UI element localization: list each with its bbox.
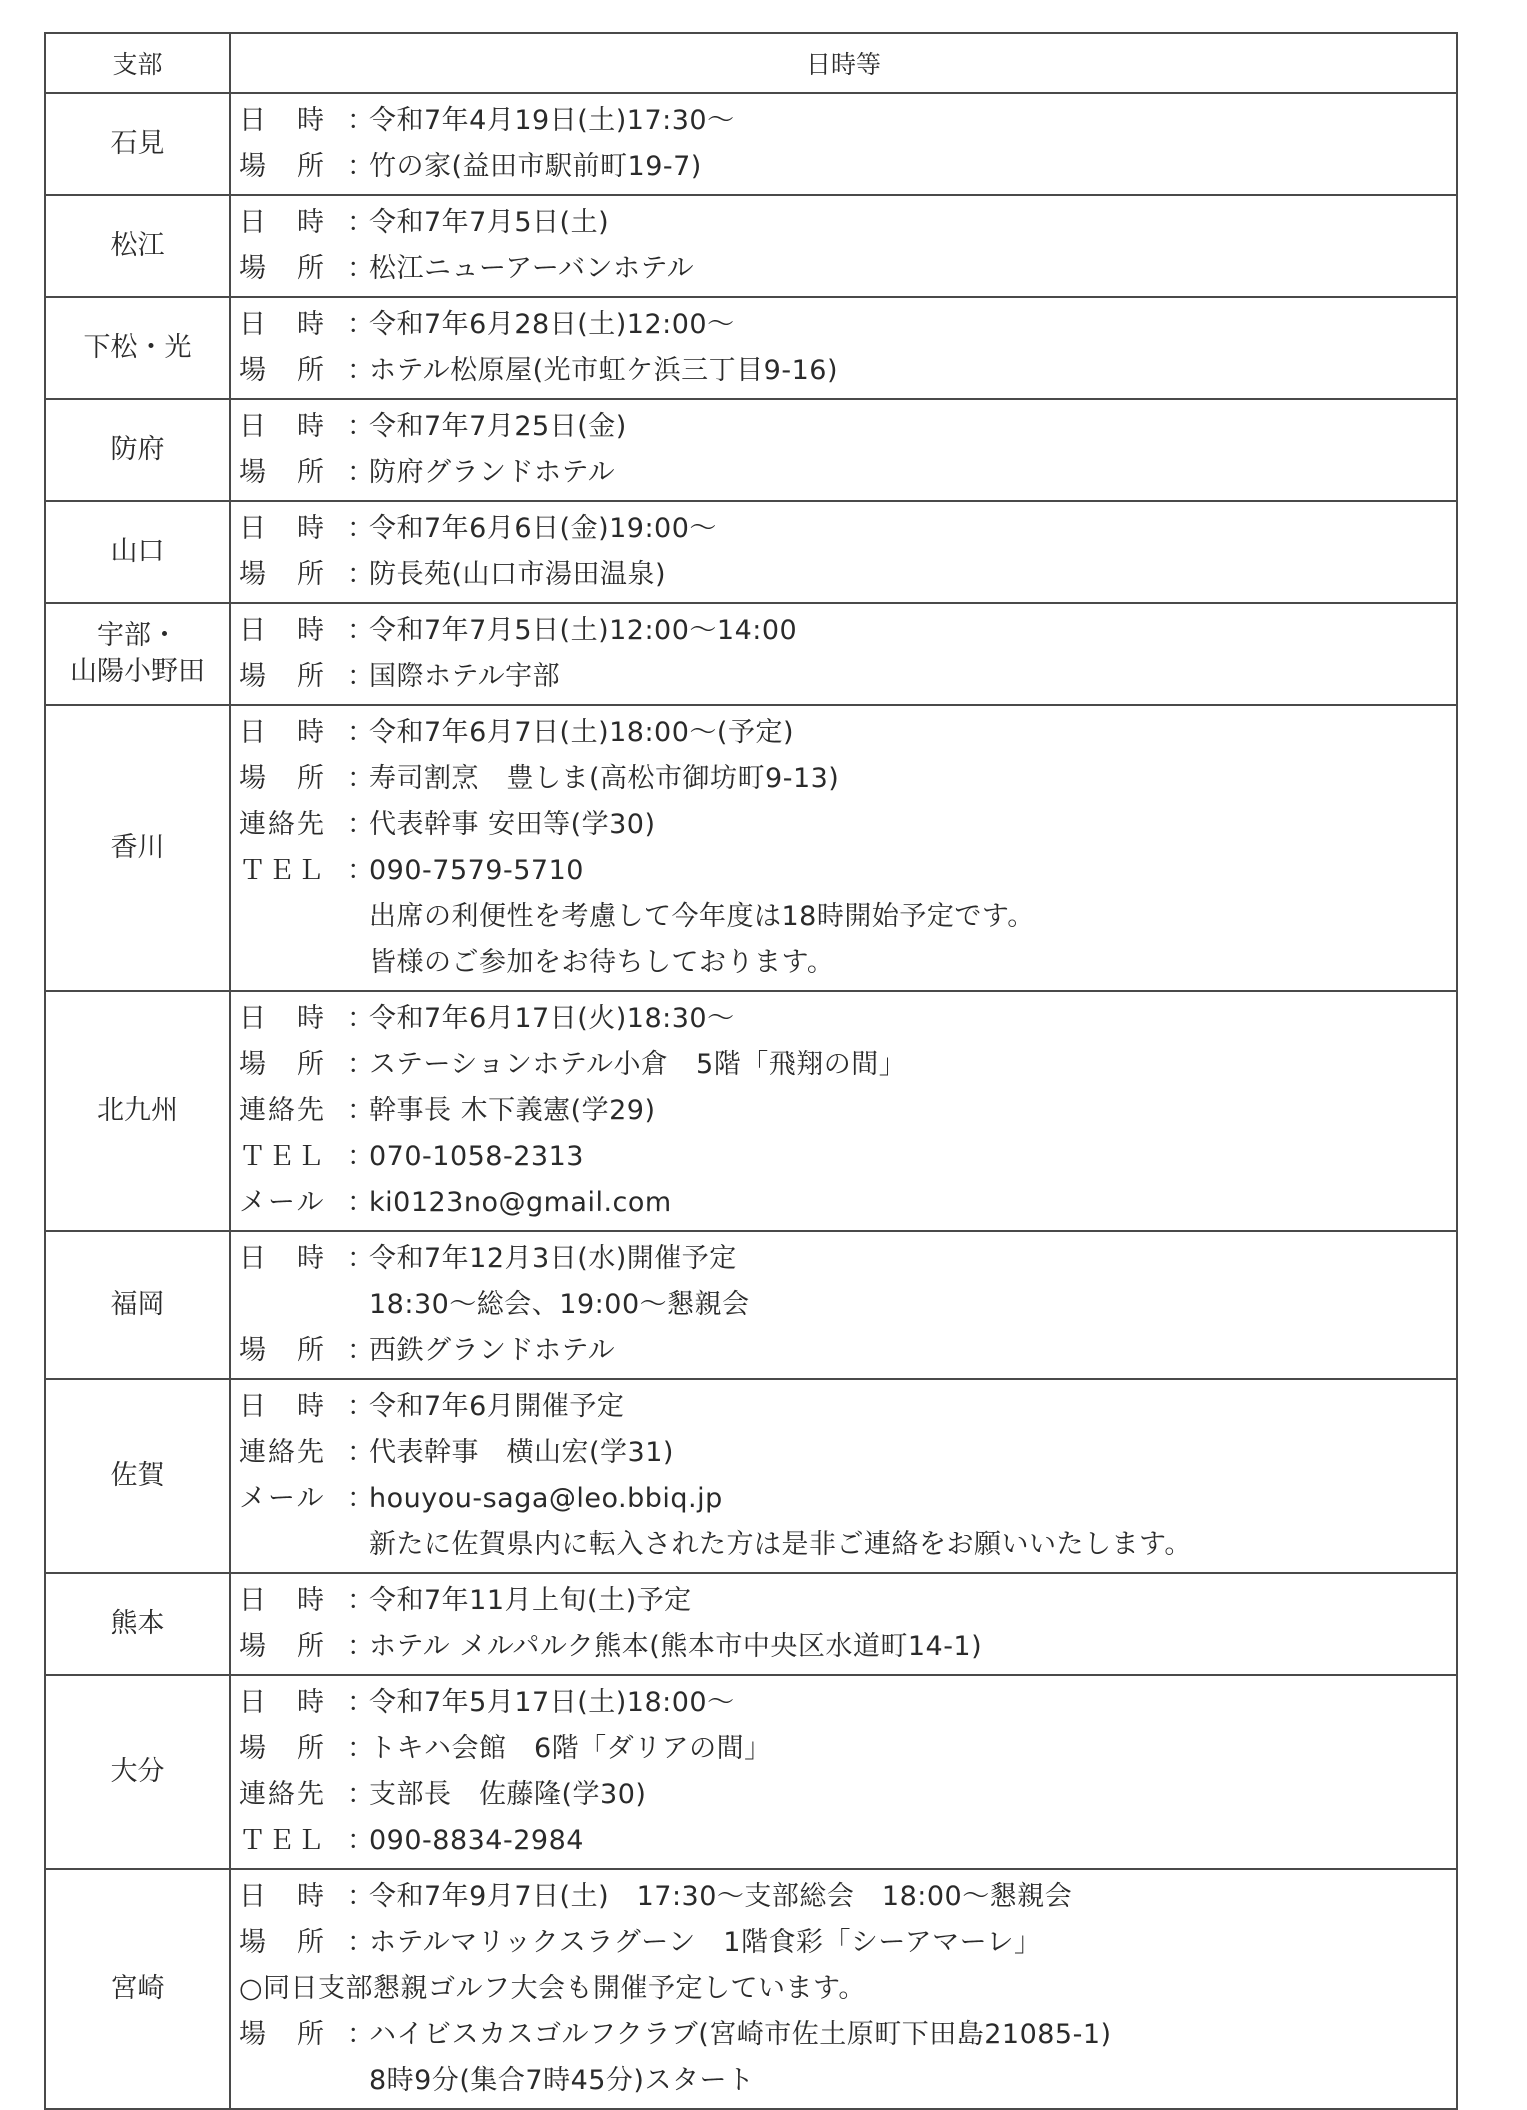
field-value: 竹の家(益田市駅前町19-7) xyxy=(369,151,702,182)
branch-details xyxy=(230,93,1457,195)
branch-name xyxy=(45,1869,230,2109)
branch-name-line: 北九州 xyxy=(97,1095,178,1126)
branch-details xyxy=(230,1675,1457,1869)
table-row xyxy=(45,1869,1457,2109)
branch-details xyxy=(230,501,1457,603)
detail-line xyxy=(239,1134,1456,1180)
field-label: ＴＥＬ xyxy=(239,1825,326,1856)
table-row xyxy=(45,399,1457,501)
field-colon: ： xyxy=(347,151,375,182)
detail-line xyxy=(239,404,1456,450)
branch-details xyxy=(230,991,1457,1231)
branch-name-line: 熊本 xyxy=(110,1608,165,1639)
field-colon: ： xyxy=(347,253,375,284)
field-colon: ： xyxy=(347,457,375,488)
field-value: 令和7年7月25日(金) xyxy=(369,411,627,442)
table-row xyxy=(45,501,1457,603)
branch-name xyxy=(45,501,230,603)
field-value: 090-7579-5710 xyxy=(369,855,584,886)
field-colon: ： xyxy=(347,411,375,442)
field-label: 日 時 xyxy=(239,1881,326,1912)
field-label: 日 時 xyxy=(239,411,326,442)
branch-name xyxy=(45,1573,230,1675)
detail-line xyxy=(239,1430,1456,1476)
field-label: 場 所 xyxy=(239,457,326,488)
field-value: ホテル松原屋(光市虹ケ浜三丁目9-16) xyxy=(369,355,838,386)
branch-name xyxy=(45,399,230,501)
field-colon: ： xyxy=(347,513,375,544)
field-value: ○同日支部懇親ゴルフ大会も開催予定しています。 xyxy=(239,1973,866,2004)
field-label: 場 所 xyxy=(239,559,326,590)
branch-name-line: 福岡 xyxy=(110,1289,165,1320)
field-value: トキハ会館 6階「ダリアの間」 xyxy=(369,1733,772,1764)
field-value: 国際ホテル宇部 xyxy=(369,661,561,692)
branch-details xyxy=(230,399,1457,501)
detail-line xyxy=(239,1578,1456,1624)
field-colon: ： xyxy=(347,207,375,238)
detail-line xyxy=(239,1966,1456,2012)
table-row xyxy=(45,603,1457,705)
field-colon: ： xyxy=(347,1825,375,1856)
field-label: ＴＥＬ xyxy=(239,855,326,886)
field-colon: ： xyxy=(347,1243,375,1274)
field-colon: ： xyxy=(347,1335,375,1366)
field-value: 新たに佐賀県内に転入された方は是非ご連絡をお願いいたします。 xyxy=(369,1529,1192,1560)
branch-name-line: 松江 xyxy=(110,230,165,261)
field-value: 令和7年6月開催予定 xyxy=(369,1391,625,1422)
field-value: 皆様のご参加をお待ちしております。 xyxy=(369,947,835,978)
field-colon: ： xyxy=(347,855,375,886)
field-value: 寿司割烹 豊しま(高松市御坊町9-13) xyxy=(369,763,840,794)
field-label: 日 時 xyxy=(239,513,326,544)
detail-line xyxy=(239,608,1456,654)
branch-details xyxy=(230,603,1457,705)
field-label: 場 所 xyxy=(239,1733,326,1764)
field-label: 日 時 xyxy=(239,105,326,136)
detail-line xyxy=(239,450,1456,496)
field-label: 日 時 xyxy=(239,1243,326,1274)
field-label: メール xyxy=(239,1187,326,1218)
field-colon: ： xyxy=(347,1585,375,1616)
field-value: 防府グランドホテル xyxy=(369,457,616,488)
detail-line xyxy=(239,1920,1456,1966)
field-value: ホテル メルパルク熊本(熊本市中央区水道町14-1) xyxy=(369,1631,983,1662)
branch-name-line: 山陽小野田 xyxy=(70,656,205,687)
detail-line xyxy=(239,1236,1456,1282)
field-label: 連絡先 xyxy=(239,1095,326,1126)
table-row xyxy=(45,1379,1457,1573)
detail-line xyxy=(239,200,1456,246)
detail-line xyxy=(239,848,1456,894)
table-row xyxy=(45,1231,1457,1379)
header-details: 日時等 xyxy=(230,33,1457,93)
branch-name xyxy=(45,297,230,399)
detail-line xyxy=(239,996,1456,1042)
field-colon: ： xyxy=(347,1095,375,1126)
field-label: 日 時 xyxy=(239,615,326,646)
field-colon: ： xyxy=(347,355,375,386)
branch-schedule-table xyxy=(44,32,1458,2110)
branch-details xyxy=(230,1869,1457,2109)
field-value: 18:30～総会、19:00～懇親会 xyxy=(369,1289,750,1320)
field-colon: ： xyxy=(347,1437,375,1468)
detail-line xyxy=(239,654,1456,700)
field-colon: ： xyxy=(347,559,375,590)
field-value: 西鉄グランドホテル xyxy=(369,1335,616,1366)
field-colon: ： xyxy=(347,1631,375,1662)
field-value: 令和7年6月17日(火)18:30～ xyxy=(369,1003,735,1034)
detail-line xyxy=(239,348,1456,394)
field-value: 令和7年6月7日(土)18:00～(予定) xyxy=(369,717,794,748)
field-label: 場 所 xyxy=(239,661,326,692)
branch-name-line: 下松・光 xyxy=(83,332,192,363)
table-row xyxy=(45,1573,1457,1675)
detail-line xyxy=(239,1328,1456,1374)
detail-line xyxy=(239,894,1456,940)
field-colon: ： xyxy=(347,1687,375,1718)
branch-details xyxy=(230,705,1457,991)
detail-line xyxy=(239,1624,1456,1670)
branch-details xyxy=(230,1231,1457,1379)
branch-name xyxy=(45,1231,230,1379)
field-colon: ： xyxy=(347,1927,375,1958)
field-label: ＴＥＬ xyxy=(239,1141,326,1172)
table-row xyxy=(45,297,1457,399)
detail-line xyxy=(239,1384,1456,1430)
detail-line xyxy=(239,1088,1456,1134)
field-value: 支部長 佐藤隆(学30) xyxy=(369,1779,647,1810)
field-value: 松江ニューアーバンホテル xyxy=(369,253,695,284)
field-colon: ： xyxy=(347,661,375,692)
detail-line xyxy=(239,246,1456,292)
table-row xyxy=(45,195,1457,297)
field-label: 日 時 xyxy=(239,1687,326,1718)
field-label: 日 時 xyxy=(239,1003,326,1034)
field-label: 連絡先 xyxy=(239,1779,326,1810)
field-label: 場 所 xyxy=(239,2019,326,2050)
header-branch: 支部 xyxy=(45,33,230,93)
branch-name-line: 佐賀 xyxy=(110,1460,165,1491)
table-row xyxy=(45,705,1457,991)
field-label: 場 所 xyxy=(239,1927,326,1958)
field-label: 場 所 xyxy=(239,1049,326,1080)
detail-line xyxy=(239,1476,1456,1522)
detail-line xyxy=(239,756,1456,802)
field-value: 令和7年7月5日(土) xyxy=(369,207,610,238)
field-label: 場 所 xyxy=(239,1631,326,1662)
field-value: 令和7年6月6日(金)19:00～ xyxy=(369,513,717,544)
field-value: ステーションホテル小倉 5階「飛翔の間」 xyxy=(369,1049,907,1080)
field-value: 幹事長 木下義憲(学29) xyxy=(369,1095,656,1126)
branch-name-line: 宮崎 xyxy=(110,1973,165,2004)
field-value: 令和7年4月19日(土)17:30～ xyxy=(369,105,735,136)
field-label: メール xyxy=(239,1483,326,1514)
field-value: 090-8834-2984 xyxy=(369,1825,584,1856)
detail-line xyxy=(239,302,1456,348)
field-label: 場 所 xyxy=(239,355,326,386)
field-colon: ： xyxy=(347,717,375,748)
field-label: 連絡先 xyxy=(239,809,326,840)
detail-line xyxy=(239,802,1456,848)
branch-name xyxy=(45,93,230,195)
field-label: 連絡先 xyxy=(239,1437,326,1468)
field-label: 場 所 xyxy=(239,1335,326,1366)
branch-details xyxy=(230,297,1457,399)
field-value: 代表幹事 安田等(学30) xyxy=(369,809,656,840)
table-body xyxy=(45,93,1457,2109)
field-colon: ： xyxy=(347,1779,375,1810)
field-label: 日 時 xyxy=(239,309,326,340)
field-colon: ： xyxy=(347,1483,375,1514)
field-label: 場 所 xyxy=(239,253,326,284)
detail-line xyxy=(239,1042,1456,1088)
branch-name-line: 石見 xyxy=(110,128,165,159)
detail-line xyxy=(239,1680,1456,1726)
branch-name-line: 香川 xyxy=(110,832,165,863)
field-colon: ： xyxy=(347,1187,375,1218)
field-label: 日 時 xyxy=(239,1391,326,1422)
detail-line xyxy=(239,144,1456,190)
field-label: 日 時 xyxy=(239,717,326,748)
field-value: 防長苑(山口市湯田温泉) xyxy=(369,559,667,590)
detail-line xyxy=(239,1874,1456,1920)
field-colon: ： xyxy=(347,1391,375,1422)
field-value: 代表幹事 横山宏(学31) xyxy=(369,1437,674,1468)
detail-line xyxy=(239,1282,1456,1328)
branch-details xyxy=(230,1573,1457,1675)
branch-details xyxy=(230,195,1457,297)
field-value: ハイビスカスゴルフクラブ(宮崎市佐土原町下田島21085-1) xyxy=(369,2019,1112,2050)
field-colon: ： xyxy=(347,1733,375,1764)
table-row xyxy=(45,93,1457,195)
branch-name-line: 大分 xyxy=(110,1756,165,1787)
detail-line xyxy=(239,940,1456,986)
field-colon: ： xyxy=(347,1049,375,1080)
field-colon: ： xyxy=(347,1003,375,1034)
branch-name xyxy=(45,1675,230,1869)
detail-line xyxy=(239,2012,1456,2058)
branch-name xyxy=(45,991,230,1231)
field-value: 令和7年9月7日(土) 17:30～支部総会 18:00～懇親会 xyxy=(369,1881,1073,1912)
field-colon: ： xyxy=(347,763,375,794)
detail-line xyxy=(239,1522,1456,1568)
field-label: 日 時 xyxy=(239,207,326,238)
field-value: 令和7年7月5日(土)12:00～14:00 xyxy=(369,615,798,646)
field-value: 令和7年5月17日(土)18:00～ xyxy=(369,1687,735,1718)
branch-name xyxy=(45,195,230,297)
field-label: 場 所 xyxy=(239,151,326,182)
field-label: 日 時 xyxy=(239,1585,326,1616)
field-value: houyou-saga@leo.bbiq.jp xyxy=(369,1483,723,1514)
field-colon: ： xyxy=(347,1141,375,1172)
branch-name xyxy=(45,705,230,991)
field-colon: ： xyxy=(347,105,375,136)
field-colon: ： xyxy=(347,615,375,646)
detail-line xyxy=(239,1180,1456,1226)
branch-name-line: 宇部・ xyxy=(97,620,178,651)
detail-line xyxy=(239,1726,1456,1772)
field-value: 070-1058-2313 xyxy=(369,1141,584,1172)
branch-name xyxy=(45,603,230,705)
field-value: 令和7年11月上旬(土)予定 xyxy=(369,1585,692,1616)
field-value: ホテルマリックスラグーン 1階食彩「シーアマーレ」 xyxy=(369,1927,1042,1958)
table-header-row xyxy=(45,33,1457,93)
detail-line xyxy=(239,2058,1456,2104)
field-colon: ： xyxy=(347,1881,375,1912)
field-value: 令和7年6月28日(土)12:00～ xyxy=(369,309,735,340)
field-value: 出席の利便性を考慮して今年度は18時開始予定です。 xyxy=(369,901,1035,932)
field-colon: ： xyxy=(347,309,375,340)
branch-name xyxy=(45,1379,230,1573)
detail-line xyxy=(239,506,1456,552)
detail-line xyxy=(239,552,1456,598)
branch-name-line: 防府 xyxy=(110,434,165,465)
field-value: 令和7年12月3日(水)開催予定 xyxy=(369,1243,737,1274)
table-row xyxy=(45,991,1457,1231)
detail-line xyxy=(239,98,1456,144)
field-value: 8時9分(集合7時45分)スタート xyxy=(369,2065,755,2096)
detail-line xyxy=(239,710,1456,756)
field-colon: ： xyxy=(347,809,375,840)
detail-line xyxy=(239,1772,1456,1818)
branch-name-line: 山口 xyxy=(110,536,165,567)
detail-line xyxy=(239,1818,1456,1864)
table-row xyxy=(45,1675,1457,1869)
field-value: ki0123no@gmail.com xyxy=(369,1187,672,1218)
field-colon: ： xyxy=(347,2019,375,2050)
field-label: 場 所 xyxy=(239,763,326,794)
branch-details xyxy=(230,1379,1457,1573)
